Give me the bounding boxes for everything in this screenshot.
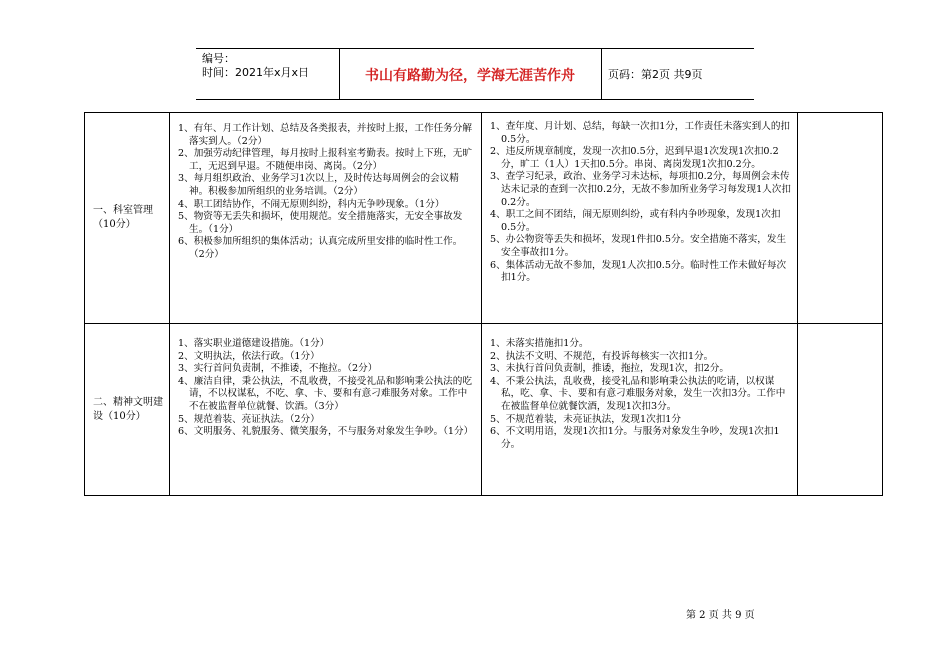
table-row: [85, 324, 883, 496]
header-motto: 书山有路勤为径，学海无涯苦作舟: [365, 68, 575, 84]
header-meta: [202, 52, 309, 80]
rule-item: 1、查年度、月计划、总结，每缺一次扣1分，工作责任未落实到人的扣0.5分。: [490, 121, 791, 145]
page-footer: 第 2 页 共 9 页: [686, 610, 755, 621]
standard-item: 5、规范着装、亮证执法。（2分）: [178, 413, 320, 425]
rule-item: 5、办公物资等丢失和损坏，发现1件扣0.5分。安全措施不落实，发生安全事故扣1分。: [490, 234, 787, 258]
score-cell: [798, 113, 883, 324]
standard-item: 5、物资等无丢失和损坏，使用规范。安全措施落实，无安全事故发生。（1分）: [178, 211, 463, 235]
rules-cell: [482, 324, 798, 496]
standard-item: 4、职工团结协作，不闹无原则纠纷，科内无争吵现象。（1分）: [178, 198, 445, 210]
standard-item: 2、文明执法，依法行政。（1分）: [178, 350, 320, 362]
page-header: [196, 48, 754, 100]
rule-item: 3、未执行首问负责制，推诿，拖拉，发现1次，扣2分。: [490, 363, 729, 375]
rule-item: 1、未落实措施扣1分。: [490, 338, 589, 349]
rule-item: 4、职工之间不团结，闹无原则纠纷，或有科内争吵现象，发现1次扣0.5分。: [490, 209, 781, 233]
standard-item: 4、廉洁自律，秉公执法，不乱收费，不接受礼品和影响秉公执法的吃请，不以权谋私，不吃、拿、卡、要和有意刁难服务对象。工作中不在被监督单位就餐、饮酒。（3分）: [178, 375, 472, 412]
rule-item: 4、不秉公执法，乱收费，接受礼品和影响秉公执法的吃请，以权谋私，吃、拿、卡、要和有意刁难服务对象，发生一次扣3分。工作中在被监督单位就餐饮酒，发现1次扣3分。: [490, 375, 786, 412]
standard-item: 3、每月组织政治、业务学习1次以上，及时传达每周例会的会议精神。积极参加所组织的业务培训。（2分）: [178, 173, 459, 197]
rules-cell: [482, 113, 798, 324]
serial-label: 编号：: [202, 52, 235, 65]
standards-cell: [170, 113, 482, 324]
table-row: [85, 113, 883, 324]
rule-item: 2、违反所规章制度，发现一次扣0.5分，迟到早退1次发现1次扣0.2分，旷工（1人）1天扣0.5分。串岗、离岗发现1次扣0.2分。: [490, 146, 779, 170]
row-category-cell: [85, 324, 170, 496]
standard-item: 2、加强劳动纪律管理，每月按时上报科室考勤表。按时上下班，无旷工，无迟到早退。不随便串岗、离岗。（2分）: [178, 148, 472, 172]
assessment-table: [84, 112, 883, 496]
score-cell: [798, 324, 883, 496]
row-category: 二、精神文明建设（10分）: [93, 396, 163, 422]
row-category: 一、科室管理（10分）: [93, 205, 153, 230]
standard-item: 6、文明服务、礼貌服务、微笑服务，不与服务对象发生争吵。（1分）: [178, 426, 474, 438]
standard-item: 1、落实职业道德建设措施。（1分）: [178, 338, 330, 349]
standards-cell: [170, 324, 482, 496]
standard-item: 1、有年、月工作计划、总结及各类报表，并按时上报，工作任务分解落实到人。（2分）: [178, 123, 472, 147]
rule-item: 6、不文明用语，发现1次扣1分。与服务对象发生争吵，发现1次扣1分。: [490, 426, 780, 450]
time-label: 时间：2021年x月x日: [202, 66, 310, 79]
rule-item: 5、不规范着装，未亮证执法，发现1次扣1分: [490, 413, 681, 425]
row-category-cell: [85, 113, 170, 324]
rule-item: 2、执法不文明、不规范，有投诉每核实一次扣1分。: [490, 350, 714, 362]
rule-item: 6、集体活动无故不参加，发现1人次扣0.5分。临时性工作未做好每次扣1分。: [490, 259, 787, 284]
standard-item: 3、实行首问负责制，不推诿，不拖拉。（2分）: [178, 363, 378, 375]
header-divider: [601, 49, 602, 99]
rule-item: 3、查学习纪录，政治、业务学习未达标，每项扣0.2分，每周例会未传达未记录的查到一次扣0.2分，无故不参加所业务学习每发现1人次扣0.2分。: [490, 171, 791, 208]
header-page-number: 页码：第2页 共9页: [608, 68, 703, 81]
standard-item: 6、积极参加所组织的集体活动；认真完成所里安排的临时性工作。（2分）: [178, 236, 463, 260]
